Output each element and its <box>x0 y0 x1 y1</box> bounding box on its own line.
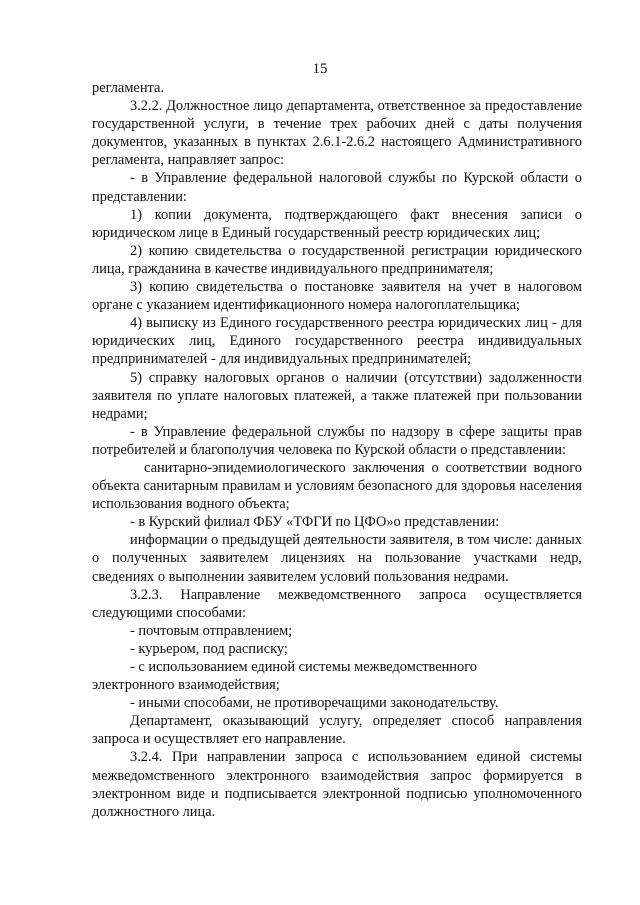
paragraph-tfgi-request: - в Курский филиал ФБУ «ТФГИ по ЦФО»о представлении: <box>130 514 500 531</box>
method-item-courier: - курьером, под расписку; <box>130 640 288 657</box>
paragraph-3-2-4: 3.2.4. При направлении запроса с использованием единой системы межведомственного электронного взаимодействия запрос формируется в электронном виде и подписывается электронной подписью уполномоченного должностного лица. <box>92 749 582 820</box>
list-item-3: 3) копию свидетельства о постановке заявителя на учет в налоговом органе с указанием идентификационного номера налогоплательщика; <box>92 279 582 314</box>
method-item-post: - почтовым отправлением; <box>130 622 293 639</box>
list-item-5: 5) справку налоговых органов о наличии (отсутствии) задолженности заявителя по уплате налоговых платежей, а также платежей при пользовании недрами; <box>92 369 582 422</box>
method-item-electronic: - с использованием единой системы межведомственного <box>130 659 477 675</box>
list-item-1: 1) копии документа, подтверждающего факт внесения записи о юридическом лице в Единый государственный реестр юридических лиц; <box>92 206 582 241</box>
paragraph-department: Департамент, оказывающий услугу, определяет способ направления запроса и осуществляет его направление. <box>92 713 582 748</box>
paragraph-continuation: регламента. <box>92 80 164 96</box>
method-item-other: - иными способами, не противоречащими законодательству. <box>130 695 499 712</box>
paragraph-3-2-2: 3.2.2. Должностное лицо департамента, ответственное за предоставление государственной услуги, в течение трех рабочих дней с даты получения документов, указанных в пунктах 2.6.1-2.6.2 настоящего Административного регламента, направляет запрос: <box>92 98 582 169</box>
document-body <box>92 79 582 821</box>
paragraph-sanitary-conclusion: санитарно-эпидемиологического заключения о соответствии водного объекта санитарным правилам и условиям безопасного для здоровья населения использования водного объекта; <box>92 459 582 513</box>
list-item-4: 4) выписку из Единого государственного реестра юридических лиц - для юридических лиц, Единого государственного реестра индивидуальных предпринимателей - для индивидуальных предпринимателей; <box>92 315 582 368</box>
paragraph-fns-request: - в Управление федеральной налоговой службы по Курской области о представлении: <box>92 170 582 205</box>
paragraph-rospotrebnadzor-request: - в Управление федеральной службы по надзору в сфере защиты прав потребителей и благополучия человека по Курской области о представлении: <box>92 423 582 458</box>
page-number: 15 <box>312 61 328 77</box>
paragraph-3-2-3: 3.2.3. Направление межведомственного запроса осуществляется следующими способами: <box>92 586 582 621</box>
list-item-2: 2) копию свидетельства о государственной регистрации юридического лица, гражданина в качестве индивидуального предпринимателя; <box>92 242 582 277</box>
paragraph-previous-activity: информации о предыдущей деятельности заявителя, в том числе: данных о полученных заявителем лицензиях на пользование участками недр, сведениях о выполнении заявителем условий пользования недрами. <box>92 532 582 585</box>
method-item-electronic-cont: электронного взаимодействия; <box>92 677 280 694</box>
